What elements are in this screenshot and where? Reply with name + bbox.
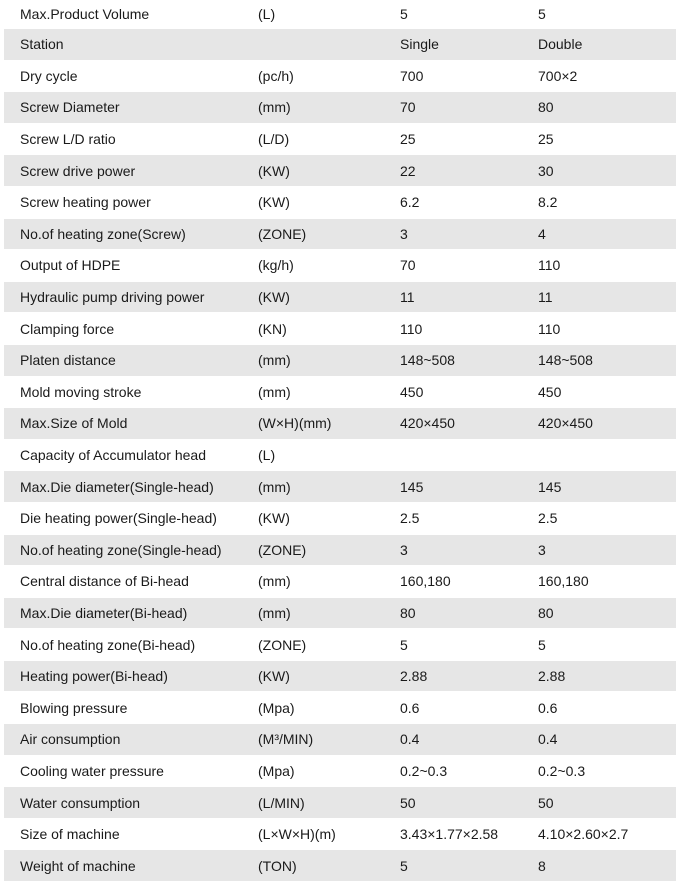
spec-double-value-cell: 2.5 [538, 510, 558, 527]
spec-double-value-cell: 5 [538, 6, 546, 22]
spec-name-cell: Die heating power(Single-head) [20, 510, 217, 527]
spec-unit-cell: (KW) [258, 668, 290, 685]
spec-unit-cell: (pc/h) [258, 67, 294, 84]
spec-unit-cell: (Mpa) [258, 699, 295, 716]
spec-double-value-cell: 110 [538, 320, 561, 337]
spec-name-cell: Central distance of Bi-head [20, 573, 189, 590]
spec-unit-cell: (mm) [258, 352, 291, 369]
spec-single-value-cell: 0.4 [400, 731, 420, 748]
spec-double-value-cell: 11 [538, 289, 553, 306]
spec-double-value-cell: 5 [538, 636, 546, 653]
table-row [4, 598, 676, 630]
spec-name-cell: Cooling water pressure [20, 762, 164, 779]
table-row [4, 250, 676, 282]
spec-unit-cell: (L/MIN) [258, 794, 305, 811]
spec-single-value-cell: 0.2~0.3 [400, 762, 448, 779]
spec-single-value-cell: 6.2 [400, 194, 420, 211]
spec-unit-cell: (mm) [258, 383, 291, 400]
spec-unit-cell: (Mpa) [258, 762, 295, 779]
spec-name-cell: Screw heating power [20, 194, 151, 211]
spec-name-cell: Mold moving stroke [20, 383, 142, 400]
spec-unit-cell: (KW) [258, 289, 290, 306]
spec-double-value-cell: 148~508 [538, 352, 593, 369]
table-row [4, 408, 676, 440]
spec-single-value-cell: 22 [400, 162, 416, 179]
spec-double-value-cell: 145 [538, 478, 562, 495]
table-row [4, 92, 676, 124]
table-row [4, 787, 676, 819]
spec-double-value-cell: 80 [538, 99, 554, 116]
spec-double-value-cell: 80 [538, 604, 554, 621]
spec-single-value-cell: 0.6 [400, 699, 420, 716]
spec-double-value-cell: 420×450 [538, 415, 593, 432]
table-row [4, 0, 676, 29]
spec-single-value-cell: 25 [400, 131, 416, 148]
spec-name-cell: Station [20, 36, 64, 53]
spec-unit-cell: (mm) [258, 604, 291, 621]
spec-name-cell: No.of heating zone(Screw) [20, 225, 186, 242]
spec-table [4, 0, 676, 882]
spec-double-value-cell: 3 [538, 541, 546, 558]
spec-double-value-cell: 0.2~0.3 [538, 762, 586, 779]
table-row [4, 29, 676, 61]
spec-double-value-cell: 0.4 [538, 731, 558, 748]
spec-single-value-cell: 50 [400, 794, 416, 811]
spec-name-cell: Size of machine [20, 826, 120, 843]
spec-double-value-cell: 700×2 [538, 67, 578, 84]
spec-double-value-cell: Double [538, 36, 583, 53]
table-row [4, 724, 676, 756]
table-row [4, 503, 676, 535]
spec-unit-cell: (TON) [258, 857, 297, 874]
spec-single-value-cell: 3 [400, 541, 408, 558]
spec-name-cell: Max.Product Volume [20, 6, 150, 22]
spec-name-cell: Heating power(Bi-head) [20, 668, 168, 685]
spec-unit-cell: (L) [258, 6, 276, 22]
spec-unit-cell: (ZONE) [258, 541, 307, 558]
spec-single-value-cell: 5 [400, 6, 408, 22]
spec-single-value-cell: 70 [400, 257, 416, 274]
spec-unit-cell: (KN) [258, 320, 287, 337]
spec-unit-cell: (mm) [258, 478, 291, 495]
spec-double-value-cell: 160,180 [538, 573, 589, 590]
spec-name-cell: No.of heating zone(Bi-head) [20, 636, 196, 653]
spec-unit-cell: (L) [258, 447, 276, 464]
spec-name-cell: Output of HDPE [20, 257, 121, 274]
spec-name-cell: Hydraulic pump driving power [20, 289, 205, 306]
table-row [4, 345, 676, 377]
table-row [4, 155, 676, 187]
table-row [4, 124, 676, 156]
spec-unit-cell: (ZONE) [258, 225, 307, 242]
table-row [4, 187, 676, 219]
spec-single-value-cell: 11 [400, 289, 415, 306]
spec-name-cell: Clamping force [20, 320, 115, 337]
spec-double-value-cell: 4 [538, 225, 546, 242]
spec-single-value-cell: 450 [400, 383, 424, 400]
spec-double-value-cell: 25 [538, 131, 554, 148]
spec-double-value-cell: 0.6 [538, 699, 558, 716]
spec-name-cell: Max.Die diameter(Bi-head) [20, 604, 188, 621]
table-row [4, 282, 676, 314]
spec-unit-cell: (L×W×H)(m) [258, 826, 336, 843]
spec-unit-cell: (W×H)(mm) [258, 415, 332, 432]
spec-name-cell: No.of heating zone(Single-head) [20, 541, 222, 558]
spec-name-cell: Dry cycle [20, 67, 78, 84]
spec-single-value-cell: 2.5 [400, 510, 420, 527]
table-row [4, 661, 676, 693]
spec-double-value-cell: 8.2 [538, 194, 558, 211]
table-row [4, 313, 676, 345]
table-row [4, 535, 676, 567]
spec-double-value-cell: 110 [538, 257, 561, 274]
spec-unit-cell: (ZONE) [258, 636, 307, 653]
spec-unit-cell: (L/D) [258, 131, 290, 148]
table-row [4, 440, 676, 472]
spec-unit-cell: (kg/h) [258, 257, 294, 274]
spec-single-value-cell: 160,180 [400, 573, 451, 590]
table-row [4, 850, 676, 882]
spec-name-cell: Max.Size of Mold [20, 415, 128, 432]
spec-name-cell: Blowing pressure [20, 699, 128, 716]
spec-unit-cell: (KW) [258, 510, 290, 527]
spec-single-value-cell: 70 [400, 99, 416, 116]
spec-unit-cell: (mm) [258, 99, 291, 116]
spec-single-value-cell: 420×450 [400, 415, 455, 432]
spec-single-value-cell: 2.88 [400, 668, 428, 685]
spec-unit-cell: (KW) [258, 162, 290, 179]
spec-double-value-cell: 4.10×2.60×2.7 [538, 826, 629, 843]
spec-name-cell: Platen distance [20, 352, 116, 369]
spec-single-value-cell: 80 [400, 604, 416, 621]
spec-double-value-cell: 450 [538, 383, 562, 400]
spec-name-cell: Air consumption [20, 731, 121, 748]
spec-unit-cell: (M³/MIN) [258, 731, 314, 748]
spec-single-value-cell: 5 [400, 857, 408, 874]
spec-double-value-cell: 8 [538, 857, 546, 874]
spec-unit-cell: (mm) [258, 573, 291, 590]
spec-name-cell: Screw drive power [20, 162, 136, 179]
table-row [4, 629, 676, 661]
spec-name-cell: Capacity of Accumulator head [20, 447, 206, 464]
spec-single-value-cell: 3.43×1.77×2.58 [400, 826, 499, 843]
spec-single-value-cell: 145 [400, 478, 424, 495]
table-row [4, 219, 676, 251]
table-row [4, 61, 676, 93]
spec-name-cell: Screw L/D ratio [20, 131, 116, 148]
spec-double-value-cell: 2.88 [538, 668, 566, 685]
spec-single-value-cell: 3 [400, 225, 408, 242]
spec-name-cell: Max.Die diameter(Single-head) [20, 478, 214, 495]
spec-single-value-cell: 5 [400, 636, 408, 653]
table-row [4, 471, 676, 503]
table-row [4, 377, 676, 409]
spec-unit-cell: (KW) [258, 194, 290, 211]
spec-double-value-cell: 50 [538, 794, 554, 811]
spec-name-cell: Screw Diameter [20, 99, 120, 116]
table-row [4, 566, 676, 598]
table-row [4, 819, 676, 851]
spec-name-cell: Weight of machine [20, 857, 136, 874]
table-row [4, 692, 676, 724]
spec-double-value-cell: 30 [538, 162, 554, 179]
spec-single-value-cell: 110 [400, 320, 423, 337]
spec-single-value-cell: Single [400, 36, 439, 53]
spec-single-value-cell: 148~508 [400, 352, 455, 369]
table-row [4, 756, 676, 788]
spec-name-cell: Water consumption [20, 794, 141, 811]
spec-single-value-cell: 700 [400, 67, 424, 84]
